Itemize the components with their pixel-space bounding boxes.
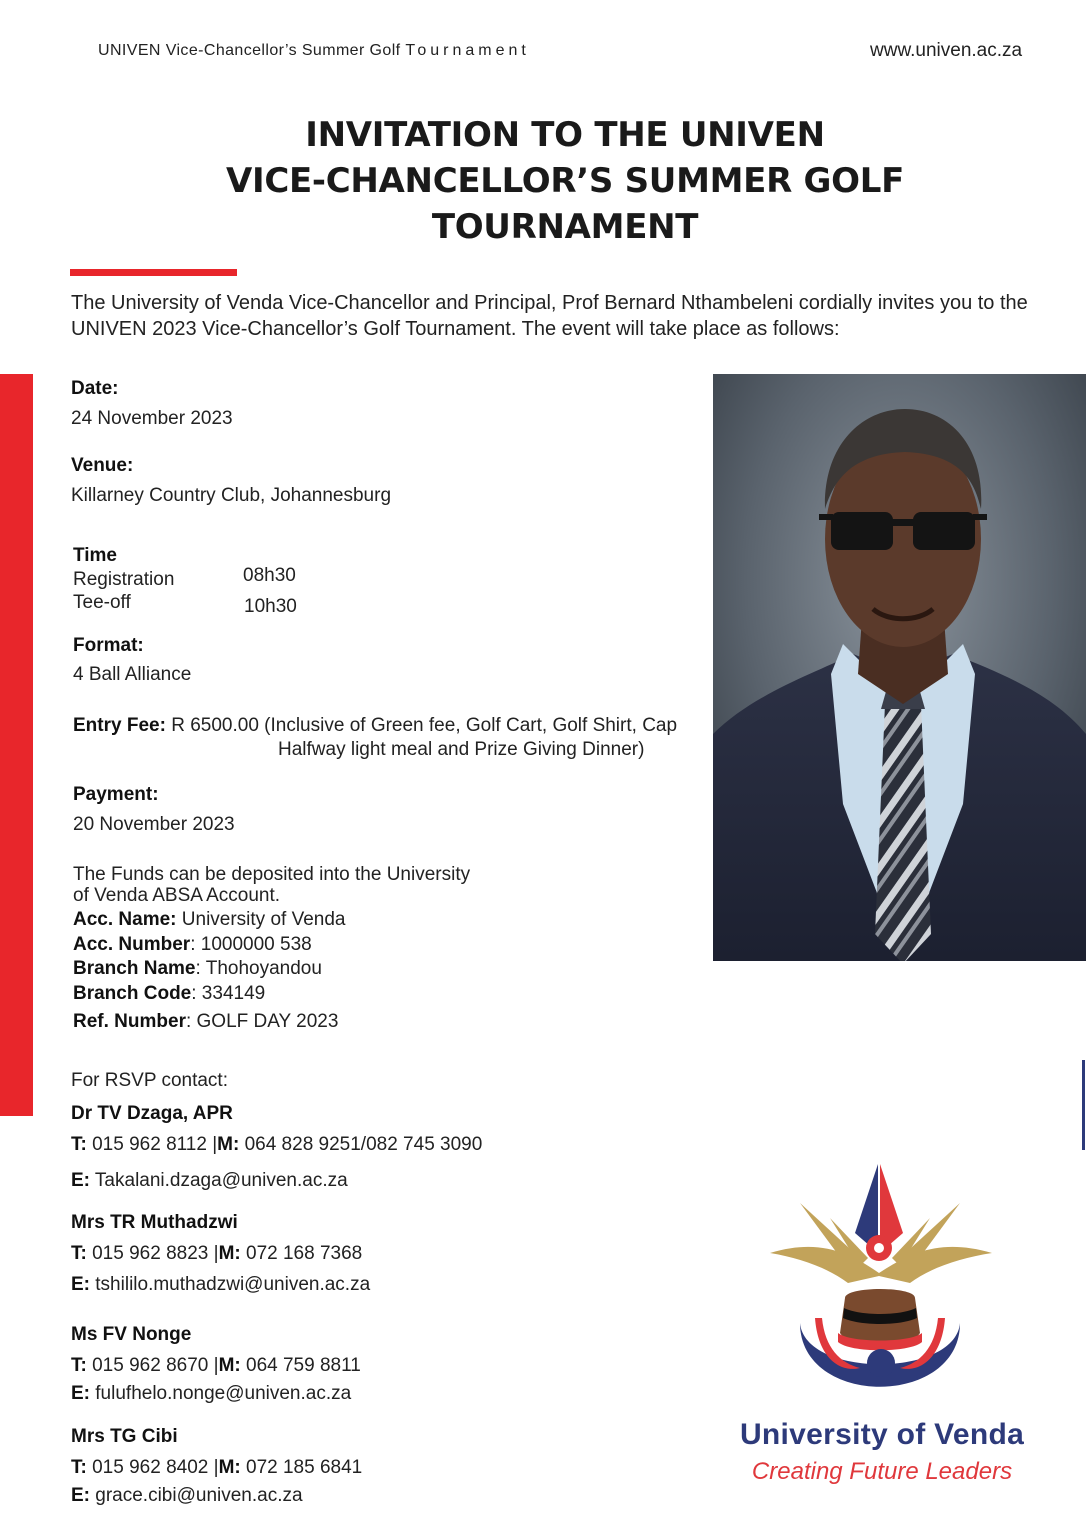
header-event-name: UNIVEN Vice-Chancellor’s Summer Golf Tournament xyxy=(98,42,530,59)
rsvp-heading: For RSVP contact: xyxy=(71,1070,228,1091)
contact-name: Mrs TR Muthadzwi xyxy=(71,1212,238,1233)
venue-label: Venue: xyxy=(71,455,134,476)
branch-name-row: Branch Name: Thohoyandou xyxy=(73,958,322,979)
contact-name: Dr TV Dzaga, APR xyxy=(71,1103,233,1124)
right-accent-line xyxy=(1082,1060,1085,1150)
funds-note: The Funds can be deposited into the University of Venda ABSA Account. xyxy=(73,864,471,906)
date-value: 24 November 2023 xyxy=(71,408,233,429)
contact-phone-row: T: 015 962 8823 |M: 072 168 7368 xyxy=(71,1243,363,1264)
entry-fee-label: Entry Fee: xyxy=(73,715,166,736)
page-title: INVITATION TO THE UNIVEN VICE-CHANCELLOR’S SUMMER GOLF TOURNAMENT xyxy=(225,115,905,247)
time-label: Time xyxy=(73,545,118,566)
ref-number-row: Ref. Number: GOLF DAY 2023 xyxy=(73,1011,339,1032)
teeoff-label: Tee-off xyxy=(73,592,131,613)
title-underline-divider xyxy=(70,269,237,276)
format-label: Format: xyxy=(73,635,144,656)
contact-email-row[interactable]: E: Takalani.dzaga@univen.ac.za xyxy=(71,1170,348,1191)
contact-phone-row: T: 015 962 8112 |M: 064 828 9251/082 745 3090 xyxy=(71,1134,483,1155)
contact-phone-row: T: 015 962 8670 |M: 064 759 8811 xyxy=(71,1355,361,1376)
vice-chancellor-photo xyxy=(713,374,1086,961)
contact-phone-row: T: 015 962 8402 |M: 072 185 6841 xyxy=(71,1457,363,1478)
venue-value: Killarney Country Club, Johannesburg xyxy=(71,485,392,506)
header-website[interactable]: www.univen.ac.za xyxy=(870,40,1023,61)
contact-email-row[interactable]: E: fulufhelo.nonge@univen.ac.za xyxy=(71,1383,352,1404)
contact-email-row[interactable]: E: grace.cibi@univen.ac.za xyxy=(71,1485,303,1506)
university-name: University of Venda xyxy=(739,1418,1025,1451)
entry-fee-line2: Halfway light meal and Prize Giving Dinner) xyxy=(278,739,645,760)
left-accent-bar xyxy=(0,374,33,1116)
branch-code-row: Branch Code: 334149 xyxy=(73,982,266,1004)
registration-time: 08h30 xyxy=(243,565,296,586)
format-value: 4 Ball Alliance xyxy=(73,664,192,685)
intro-paragraph: The University of Venda Vice-Chancellor and Principal, Prof Bernard Nthambeleni cordially invites you to the UNIVEN 2023 Vice-Chancellor’s Golf Tournament. The event will take place as follows: xyxy=(71,292,1028,340)
bank-details xyxy=(73,908,345,1035)
teeoff-time: 10h30 xyxy=(244,596,297,617)
entry-fee xyxy=(73,715,677,737)
university-tagline: Creating Future Leaders xyxy=(751,1458,1013,1485)
registration-label: Registration xyxy=(73,569,175,590)
date-label: Date: xyxy=(71,378,119,399)
contact-name: Ms FV Nonge xyxy=(71,1324,192,1345)
contact-email-row[interactable]: E: tshililo.muthadzwi@univen.ac.za xyxy=(71,1274,371,1295)
university-crest-logo xyxy=(760,1158,1010,1418)
acc-name-row: Acc. Name: University of Venda xyxy=(73,909,346,930)
entry-fee-line1: R 6500.00 (Inclusive of Green fee, Golf Cart, Golf Shirt, Cap xyxy=(171,715,678,736)
contact-name: Mrs TG Cibi xyxy=(71,1426,178,1447)
acc-number-row: Acc. Number: 1000000 538 xyxy=(73,933,312,955)
payment-value: 20 November 2023 xyxy=(73,814,235,835)
payment-label: Payment: xyxy=(73,784,159,805)
